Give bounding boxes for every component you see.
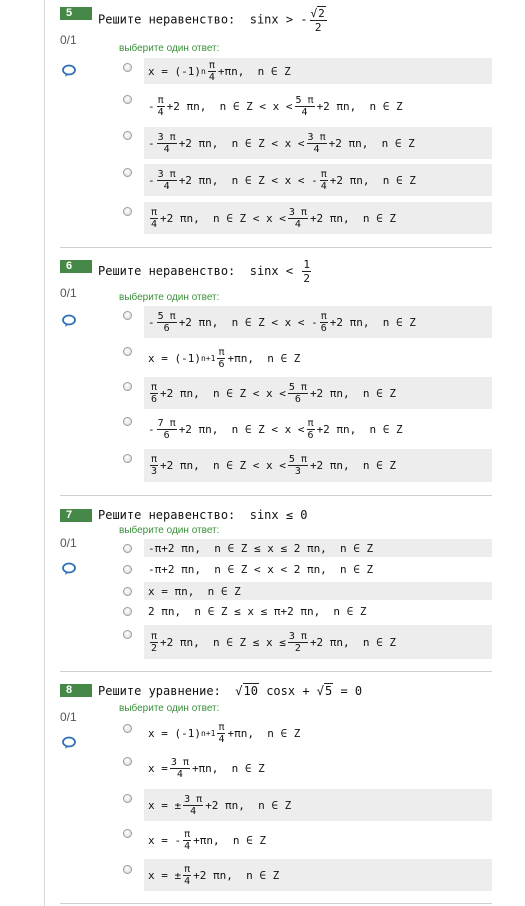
question-grade: 0/1 [60, 33, 77, 47]
question-title: Решите неравенство: [98, 508, 236, 522]
question-text: Решите уравнение: √10 cosx + √5 = 0 [98, 684, 363, 698]
radio-button-icon[interactable] [123, 207, 132, 216]
answer-option[interactable]: x = (-1) n+1 $\frac{\pi}{6}$ +πn, n ∈ Z [148, 346, 301, 370]
answer-option[interactable]: $\frac{\pi}{6}$ +2 πn, n ∈ Z < x < $\frac{5 \pi}{6}$ +2 πn, n ∈ Z [144, 377, 492, 409]
answer-option[interactable]: x = ± $\frac{\pi}{4}$ +2 πn, n ∈ Z [144, 859, 492, 891]
question-separator [60, 495, 492, 496]
radio-button-icon[interactable] [123, 565, 132, 574]
radio-button-icon[interactable] [123, 587, 132, 596]
radio-button-icon[interactable] [123, 311, 132, 320]
answer-prompt: выберите один ответ: [119, 292, 220, 303]
answer-option[interactable]: - $\frac{3 \pi}{4}$ +2 πn, n ∈ Z < x < - $\frac{\pi}{4}$ +2 πn, n ∈ Z [144, 164, 492, 196]
answer-option[interactable]: x = (-1) n+1 $\frac{\pi}{4}$ +πn, n ∈ Z [148, 721, 301, 745]
radio-button-icon[interactable] [123, 757, 132, 766]
question-separator [60, 247, 492, 248]
question-title: Решите уравнение: [98, 684, 221, 698]
question-number: 7 [60, 509, 92, 522]
answer-option[interactable]: x = πn, n ∈ Z [144, 582, 492, 600]
radio-button-icon[interactable] [123, 382, 132, 391]
answer-option[interactable]: - $\frac{5 \pi}{6}$ +2 πn, n ∈ Z < x < - $\frac{\pi}{6}$ +2 πn, n ∈ Z [144, 306, 492, 338]
answer-option[interactable]: -π+2 πn, n ∈ Z < x < 2 πn, n ∈ Z [148, 562, 374, 576]
answer-option[interactable]: -π+2 πn, n ∈ Z ≤ x ≤ 2 πn, n ∈ Z [144, 539, 492, 557]
question-text: Решите неравенство: sinx ≤ 0 [98, 508, 308, 522]
radio-button-icon[interactable] [123, 131, 132, 140]
answer-option[interactable]: 2 πn, n ∈ Z ≤ x ≤ π+2 πn, n ∈ Z [148, 604, 367, 618]
question-grade: 0/1 [60, 536, 77, 550]
question-number: 6 [60, 260, 92, 273]
left-border [44, 0, 45, 906]
question-separator [60, 671, 492, 672]
radio-button-icon[interactable] [123, 724, 132, 733]
answer-prompt: выберите один ответ: [119, 525, 220, 536]
radio-button-icon[interactable] [123, 829, 132, 838]
flag-question-icon[interactable] [61, 562, 77, 576]
answer-option[interactable]: x = $\frac{3 \pi}{4}$ +πn, n ∈ Z [148, 756, 265, 780]
radio-button-icon[interactable] [123, 607, 132, 616]
answer-option[interactable]: $\frac{\pi}{2}$ +2 πn, n ∈ Z ≤ x ≤ $\frac{3 \pi}{2}$ +2 πn, n ∈ Z [144, 625, 492, 659]
answer-option[interactable]: - $\frac{\pi}{4}$ +2 πn, n ∈ Z < x < $\frac{5 \pi}{4}$ +2 πn, n ∈ Z [148, 94, 403, 118]
question-grade: 0/1 [60, 710, 77, 724]
question-number: 8 [60, 684, 92, 697]
flag-question-icon[interactable] [61, 64, 77, 78]
radio-button-icon[interactable] [123, 865, 132, 874]
flag-question-icon[interactable] [61, 314, 77, 328]
question-text: Решите неравенство: sinx > - $\frac{√2}{2}$ [98, 7, 325, 34]
question-grade: 0/1 [60, 286, 77, 300]
radio-button-icon[interactable] [123, 630, 132, 639]
radio-button-icon[interactable] [123, 63, 132, 72]
question-text: Решите неравенство: sinx < $\frac{1}{2}$ [98, 258, 310, 285]
flag-question-icon[interactable] [61, 736, 77, 750]
answer-option[interactable]: x = - $\frac{\pi}{4}$ +πn, n ∈ Z [148, 828, 267, 852]
answer-option[interactable]: x = (-1) n $\frac{\pi}{4}$ +πn, n ∈ Z [144, 58, 492, 84]
radio-button-icon[interactable] [123, 454, 132, 463]
answer-option[interactable]: - $\frac{3 \pi}{4}$ +2 πn, n ∈ Z < x < $\frac{3 \pi}{4}$ +2 πn, n ∈ Z [144, 127, 492, 159]
question-title: Решите неравенство: [98, 264, 236, 278]
answer-option[interactable]: - $\frac{7 \pi}{6}$ +2 πn, n ∈ Z < x < $\frac{\pi}{6}$ +2 πn, n ∈ Z [148, 417, 403, 441]
answer-prompt: выберите один ответ: [119, 43, 220, 54]
answer-prompt: выберите один ответ: [119, 703, 220, 714]
radio-button-icon[interactable] [123, 417, 132, 426]
radio-button-icon[interactable] [123, 347, 132, 356]
answer-option[interactable]: $\frac{\pi}{4}$ +2 πn, n ∈ Z < x < $\frac{3 \pi}{4}$ +2 πn, n ∈ Z [144, 202, 492, 234]
answer-option[interactable]: x = ± $\frac{3 \pi}{4}$ +2 πn, n ∈ Z [144, 789, 492, 821]
radio-button-icon[interactable] [123, 544, 132, 553]
question-number: 5 [60, 7, 92, 20]
question-title: Решите неравенство: [98, 12, 236, 27]
radio-button-icon[interactable] [123, 95, 132, 104]
question-separator [60, 903, 492, 904]
answer-option[interactable]: $\frac{\pi}{3}$ +2 πn, n ∈ Z < x < $\frac{5 \pi}{3}$ +2 πn, n ∈ Z [144, 449, 492, 482]
radio-button-icon[interactable] [123, 794, 132, 803]
radio-button-icon[interactable] [123, 168, 132, 177]
